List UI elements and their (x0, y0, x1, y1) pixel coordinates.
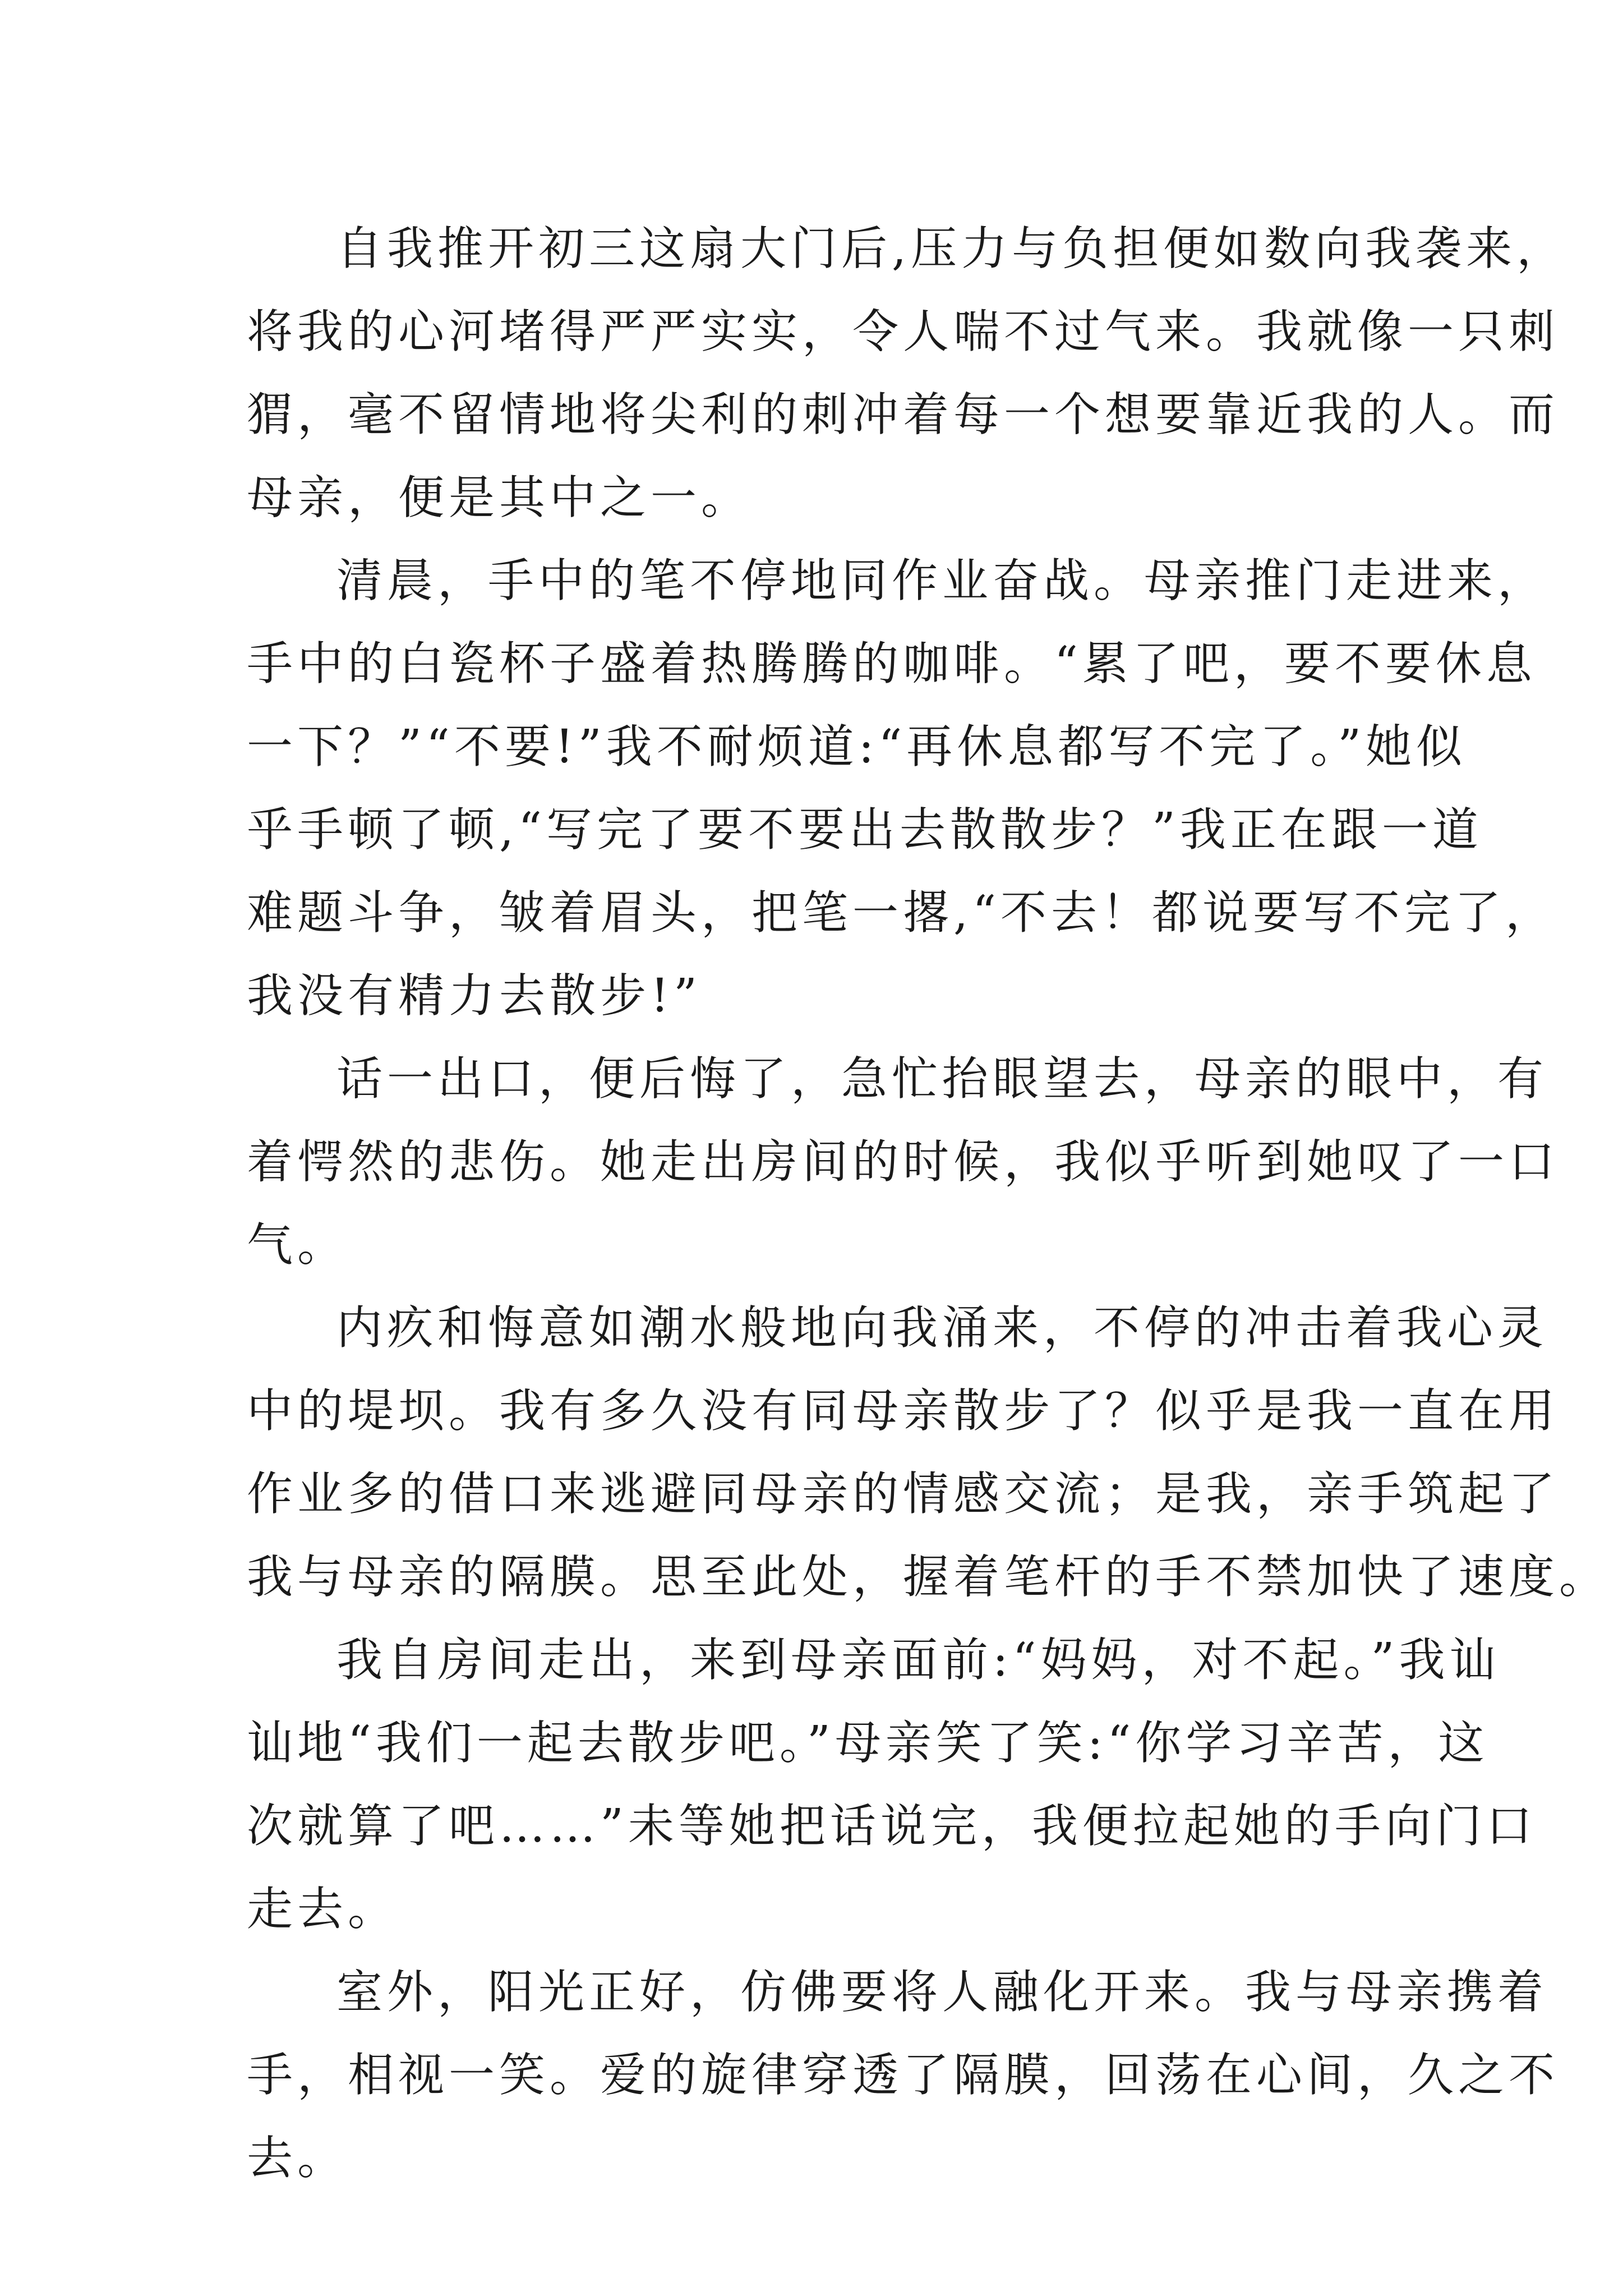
text-line: 讪地“我们一起去散步吧。”母亲笑了笑:“你学习辛苦，这 (247, 1717, 1489, 1770)
text-line: 气。 (247, 1218, 348, 1272)
text-line: 着愕然的悲伤。她走出房间的时候，我似乎听到她叹了一口 (247, 1135, 1560, 1189)
text-line: 作业多的借口来逃避同母亲的情感交流；是我，亲手筑起了 (247, 1467, 1560, 1521)
text-line: 将我的心河堵得严严实实，令人喘不过气来。我就像一只刺 (247, 305, 1560, 358)
text-line: 我与母亲的隔膜。思至此处，握着笔杆的手不禁加快了速度。 (247, 1550, 1610, 1604)
text-line: 我自房间走出，来到母亲面前:“妈妈，对不起。”我讪 (336, 1634, 1500, 1687)
text-line: 中的堤坝。我有多久没有同母亲散步了？似乎是我一直在用 (247, 1384, 1560, 1438)
text-line: 室外，阳光正好，仿佛要将人融化开来。我与母亲携着 (336, 1966, 1548, 2019)
text-line: 一下？”“不要!”我不耐烦道:“再休息都写不完了。”她似 (247, 720, 1467, 774)
text-line: 话一出口，便后悔了，急忙抬眼望去，母亲的眼中，有 (336, 1052, 1548, 1106)
text-line: 自我推开初三这扇大门后,压力与负担便如数向我袭来， (336, 222, 1567, 275)
text-line: 难题斗争，皱着眉头，把笔一撂,“不去！都说要写不完了， (247, 886, 1556, 940)
text-line: 走去。 (247, 1883, 399, 1936)
text-line: 次就算了吧……”未等她把话说完，我便拉起她的手向门口 (247, 1800, 1537, 1853)
text-line: 去。 (247, 2132, 348, 2185)
text-line: 手中的白瓷杯子盛着热腾腾的咖啡。“累了吧，要不要休息 (247, 637, 1537, 691)
text-line: 猬，毫不留情地将尖利的刺冲着每一个想要靠近我的人。而 (247, 388, 1560, 441)
text-line: 母亲，便是其中之一。 (247, 471, 752, 524)
text-line: 内疚和悔意如潮水般地向我涌来，不停的冲击着我心灵 (336, 1301, 1548, 1355)
essay-body (247, 208, 1610, 2200)
text-line: 手，相视一笑。爱的旋律穿透了隔膜，回荡在心间，久之不 (247, 2049, 1560, 2102)
text-line: 乎手顿了顿,“写完了要不要出去散散步？”我正在跟一道 (247, 803, 1483, 857)
text-line: 我没有精力去散步!” (247, 969, 702, 1023)
text-line: 清晨，手中的笔不停地同作业奋战。母亲推门走进来， (336, 554, 1548, 608)
